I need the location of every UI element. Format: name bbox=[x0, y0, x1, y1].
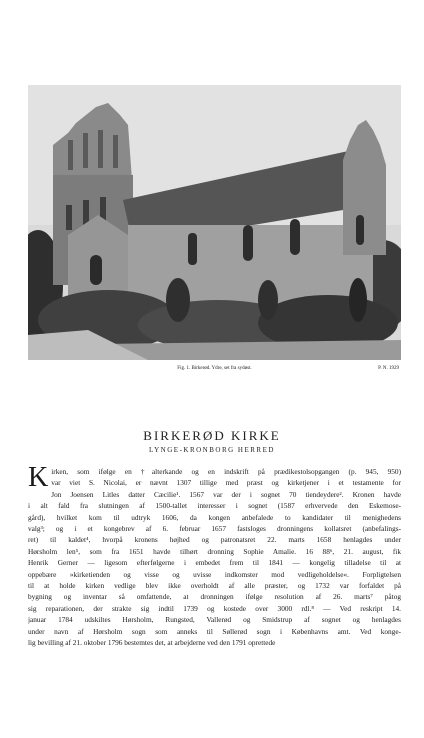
figure-caption-bar bbox=[28, 366, 401, 376]
church-photograph bbox=[28, 85, 401, 360]
body-line: Hørsholm len⁵, som fra 1651 havde tilhørt dronning Sophie Amalie. 16 88⁶, 21. august, fik bbox=[28, 546, 401, 556]
body-line: var viet S. Nicolai, er nævnt 1307 tillige med præst og kirketjener i et testamente for bbox=[51, 478, 401, 488]
body-line: lig bevilling af 21. oktober 1796 bestemtes det, at arbejderne ved den 1791 oprettede bbox=[28, 638, 276, 648]
body-line: under navn af Hørsholm sogn som anneks til Søllerød sogn i Københavns amt. Ved konge- bbox=[28, 626, 401, 636]
body-line: irken, som ifølge en †alterkande og en indskrift på prædikestolsopgangen (p. 945, 950) bbox=[51, 467, 401, 476]
page-title: BIRKERØD KIRKE bbox=[143, 428, 281, 443]
body-line: sig reparationen, der strakte sig indtil 1739 og kostede over 3000 rdl.⁸ — Ved reskript 14. bbox=[28, 603, 401, 613]
body-line: ret) til kaldet⁴, hvorpå kronens højhed og patronatsret 22. marts 1658 henlagdes under bbox=[28, 535, 401, 545]
body-line: januar 1784 udskiltes Hørsholm, Rungsted, Vallerød og Smidstrup af sognet og henlagdes bbox=[28, 615, 401, 625]
body-text bbox=[28, 462, 401, 649]
body-line: gård), hvilket kom til udtryk 1606, da kongen anbefalede to kandidater til menighedens bbox=[28, 512, 401, 522]
body-line: bygning og inventar så omfattende, at dronningen ifølge resolution af 26. marts⁷ påtog bbox=[28, 592, 401, 602]
drop-cap: K bbox=[28, 462, 49, 493]
photo-credit: P. N. 1929 bbox=[378, 366, 399, 371]
body-line: i alt fald fra slutningen af 1500-tallet interesser i sognet (1587 erhvervede den Eskemose- bbox=[28, 501, 401, 511]
body-line: Henrik Gerner — ligesom efterfølgerne i embedet frem til 1841 — kongelig tilladelse til at bbox=[28, 558, 401, 568]
figure-caption: Fig. 1. Birkerød. Ydre, set fra sydøst. bbox=[177, 366, 252, 371]
body-line: til at holde kirken vedlige blev ikke overholdt af alle præster, og 1732 var forfaldet på bbox=[28, 581, 401, 591]
body-line: oppebære »kirketienden og visse og uvisse indkomster mod vedligeholdelse«. Forpligtelsen bbox=[28, 569, 401, 579]
body-line: Jon Joensen Litles datter Cæcilie¹. 1567 var der i sognet 70 tiendeydere². Kronen havde bbox=[51, 489, 401, 499]
body-line: valg³; og i et kongebrev af 6. februar 1657 fastsloges dronningens kollatsret (anbefalings- bbox=[28, 524, 401, 534]
page-subtitle: LYNGE-KRONBORG HERRED bbox=[149, 446, 275, 454]
